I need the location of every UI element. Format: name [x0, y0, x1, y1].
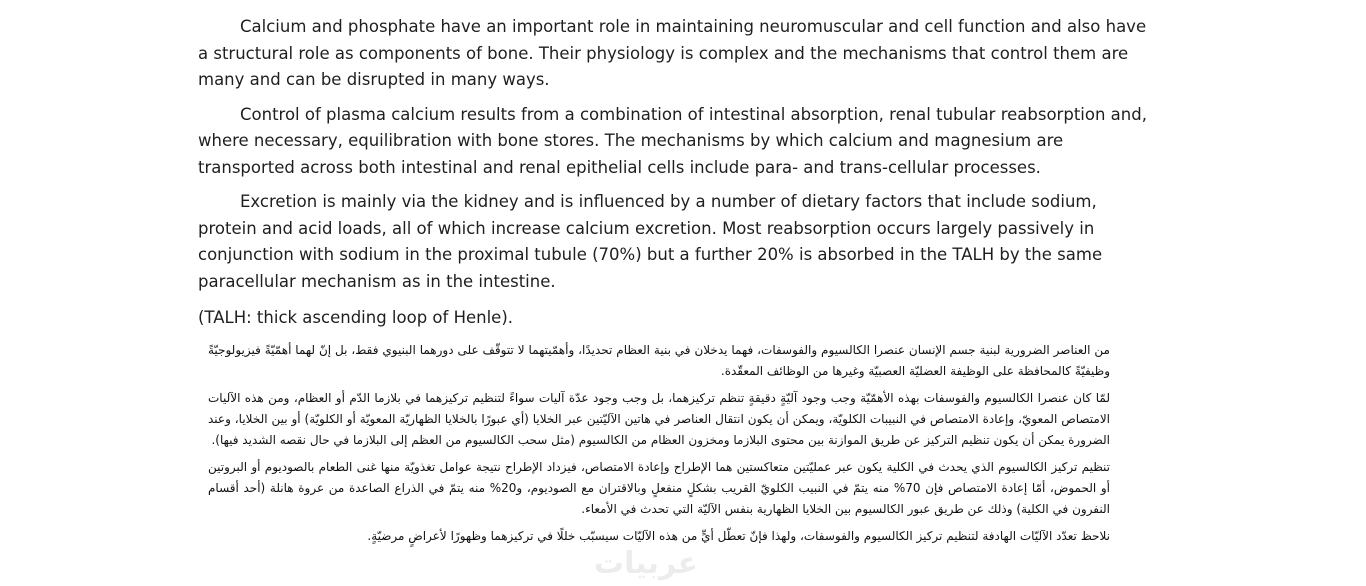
arabic-paragraph: تنظيم تركيز الكالسيوم الذي يحدث في الكلية يكون عبر عمليّتين متعاكستين هما الإطراح وإعادة الامتصاص، فيزداد الإطراح نتيجة عوامل تغذويّة منها غنى الطعام بالصوديوم أو البروتين أو الحموض، أمّا إعادة الامتصاص فإن 70% منه يتمّ في النبيب الكلويّ القريب بشكلٍ منفعلٍ وبالاقتران مع الصوديوم، و20% منه يتمّ في الذراع الصاعدة من عروة هانلة (أحد أقسام النفرون في الكلية) وذلك عن طريق عبور الكالسيوم بين الخلايا الظهارية بنفس الآليّة التي تحدث في الأمعاء.: [208, 460, 1110, 516]
abbreviation-note: (TALH: thick ascending loop of Henle).: [198, 308, 514, 327]
arabic-paragraph: لمّا كان عنصرا الكالسيوم والفوسفات بهذه الأهمّيّة وجب وجود آليّةٍ دقيقةٍ تنظم تركيزهما، بل وجب وجود عدّة آليات سواءً لتنظيم تركيزهما في بلازما الدّم أو العظام، ومن هذه الآليات الامتصاص المعويّ، وإعادة الامتصاص في النبيبات الكلويّة، ويمكن أن يكون انتقال العناصر في هاتين الآليّتين عبر الخلايا (أي عبورًا بالخلايا الظهاريّة المعويّة أو الكلويّة) أو بين الخلايا، وعند الضرورة يمكن أن يكون تنظيم التركيز عن طريق الموازنة بين محتوى البلازما ومخزون العظام من الكالسيوم (مثل سحب الكالسيوم من العظم إلى البلازما في حال نقصه الشديد فيها).: [208, 391, 1110, 447]
english-paragraph: Control of plasma calcium results from a combination of intestinal absorption, renal tubular reabsorption and, where necessary, equilibration with bone stores. The mechanisms by which calcium and magnesium are transported across both intestinal and renal epithelial cells include para- and trans-cellular processes.: [198, 104, 1147, 177]
english-paragraph: Excretion is mainly via the kidney and is influenced by a number of dietary factors that include sodium, protein and acid loads, all of which increase calcium excretion. Most reabsorption occurs largely passively in conjunction with sodium in the proximal tubule (70%) but a further 20% is absorbed in the TALH by the same paracellular mechanism as in the intestine.: [198, 192, 1103, 291]
arabic-text-block: [208, 340, 1110, 553]
english-text-block: [198, 14, 1153, 340]
english-paragraph: Calcium and phosphate have an important role in maintaining neuromuscular and cell function and also have a structural role as components of bone. Their physiology is complex and the mechanisms that control them are many and can be disrupted in many ways.: [198, 17, 1147, 89]
arabic-paragraph: من العناصر الضرورية لبنية جسم الإنسان عنصرا الكالسيوم والفوسفات، فهما يدخلان في بنية العظام تحديدًا، وأهمّيتهما لا تتوقّف على دورهما البنيوي فقط، بل إنّ لهما أهمّيّةً فيزيولوجيّةً وظيفيّةً كالمحافظة على الوظيفة العضليّة العصبيّة وغيرها من الوظائف المعقّدة.: [208, 343, 1110, 378]
watermark-logo: عربيات: [594, 546, 699, 581]
arabic-paragraph: نلاحظ تعدّد الآليّات الهادفة لتنظيم تركيز الكالسيوم والفوسفات، ولهذا فإنّ تعطّل أيٍّ من هذه الآليّات سيسبّب خللًا في تركيزهما وظهورًا لأعراضٍ مرضيّةٍ.: [367, 529, 1110, 543]
